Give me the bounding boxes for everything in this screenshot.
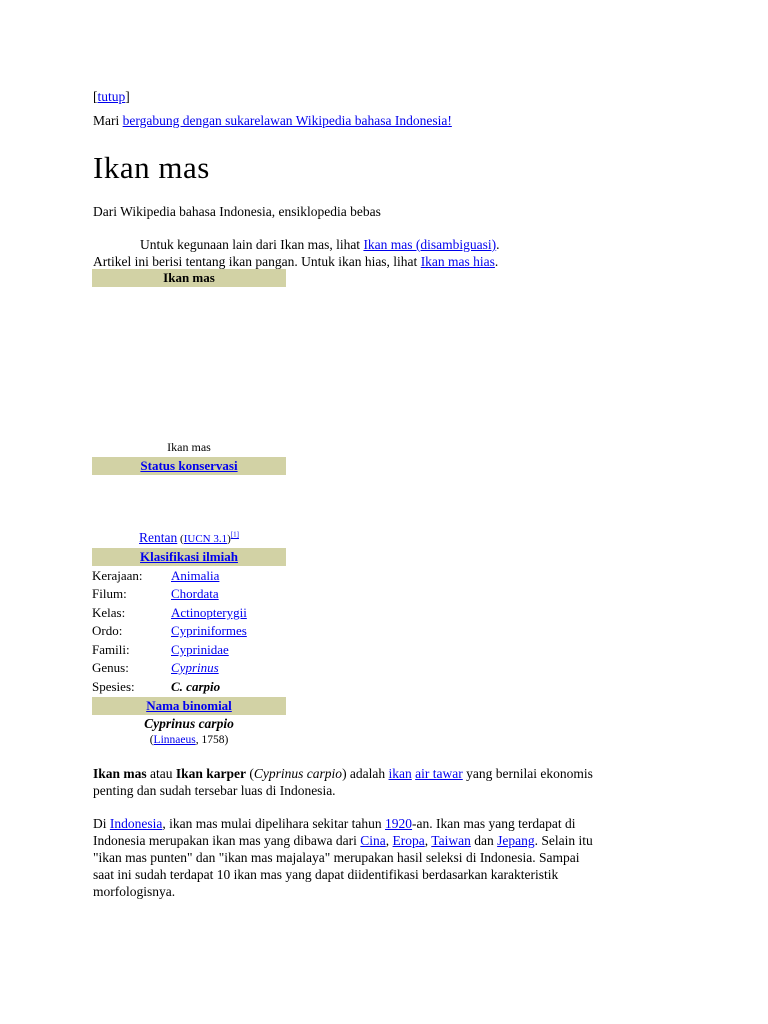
history-line-3: "ikan mas punten" dan "ikan mas majalaya" merupakan hasil seleksi di Indonesia. Sampai [93, 850, 580, 865]
text-fragment: Di [93, 816, 110, 831]
page-title: Ikan mas [93, 150, 210, 185]
authority-rest: , 1758) [195, 734, 229, 746]
text-fragment: . Selain itu [534, 833, 593, 848]
text-fragment: ) adalah [342, 766, 389, 781]
scientific-name: Cyprinus carpio [253, 766, 343, 781]
taxonomy-row-genus [92, 659, 286, 677]
fish-link[interactable]: ikan [388, 766, 412, 781]
hatnote-ornamental [93, 253, 498, 270]
site-notice-close [93, 88, 130, 105]
disambiguation-link[interactable]: Ikan mas (disambiguasi) [363, 237, 497, 252]
page-tagline: Dari Wikipedia bahasa Indonesia, ensiklopedia bebas [93, 204, 381, 219]
indonesia-link[interactable]: Indonesia [109, 816, 163, 831]
ornamental-fish-link[interactable]: Ikan mas hias [420, 254, 495, 269]
binomial-name: Cyprinus carpio [144, 716, 234, 731]
site-notice-invite [93, 112, 452, 129]
scientific-classification-header [92, 548, 286, 566]
join-volunteers-link[interactable]: bergabung dengan sukarelawan Wikipedia bahasa Indonesia! [122, 113, 452, 128]
year-1920-link[interactable]: 1920 [385, 816, 413, 831]
taxonomy-value-species: C. carpio [171, 679, 221, 694]
conservation-status-link[interactable]: Status konservasi [140, 458, 238, 473]
close-bracket-close: ] [125, 89, 130, 104]
taxonomy-value-link[interactable]: Chordata [171, 586, 219, 601]
close-bracket-open: [ [93, 89, 98, 104]
text-fragment: ( [246, 766, 254, 781]
taxonomy-row-family [92, 641, 286, 659]
authority-open: ( [149, 734, 154, 746]
taxonomy-value-link[interactable]: Cyprinus [171, 660, 219, 675]
intro-paragraph [93, 765, 683, 799]
intro-line-1 [93, 765, 683, 782]
hatnote1-prefix: Untuk kegunaan lain dari Ikan mas, lihat [140, 237, 364, 252]
hatnote2-suffix: . [494, 254, 499, 269]
taxonomy-label: Spesies: [92, 679, 135, 694]
japan-link[interactable]: Jepang [497, 833, 535, 848]
history-line-4: saat ini sudah terdapat 10 ikan mas yang dapat diidentifikasi berdasarkan karakteristik [93, 867, 559, 882]
taxonomy-label: Filum: [92, 586, 127, 601]
scientific-classification-link[interactable]: Klasifikasi ilmiah [140, 549, 238, 564]
taxonomy-row-kingdom [92, 567, 286, 585]
binomial-name-link[interactable]: Nama binomial [146, 698, 232, 713]
history-line-1 [93, 815, 683, 832]
vulnerable-link[interactable]: Rentan [139, 530, 178, 545]
term-ikan-karper: Ikan karper [175, 766, 247, 781]
iucn-link[interactable]: IUCN 3.1 [183, 533, 228, 545]
taxonomy-row-species [92, 678, 286, 696]
taxonomy-value-link[interactable]: Actinopterygii [171, 605, 247, 620]
freshwater-link[interactable]: air tawar [415, 766, 463, 781]
taxonomy-row-phylum [92, 585, 286, 603]
taxonomy-value-link[interactable]: Animalia [171, 568, 220, 583]
taxonomy-label: Kelas: [92, 605, 126, 620]
status-paren-open: ( [177, 533, 184, 545]
taxonomy-value-link[interactable]: Cypriniformes [171, 623, 247, 638]
hatnote1-suffix: . [496, 237, 500, 252]
text-fragment: -an. Ikan mas yang terdapat di [412, 816, 576, 831]
text-fragment: yang bernilai ekonomis [462, 766, 593, 781]
china-link[interactable]: Cina [360, 833, 386, 848]
text-fragment: Indonesia merupakan ikan mas yang dibawa dari [93, 833, 361, 848]
infobox-header: Ikan mas [92, 269, 286, 287]
history-paragraph [93, 815, 683, 900]
taxonomy-label: Ordo: [92, 623, 123, 638]
binomial-authority [92, 732, 286, 748]
linnaeus-link[interactable]: Linnaeus [153, 734, 196, 746]
hatnote2-prefix: Artikel ini berisi tentang ikan pangan. Untuk ikan hias, lihat [93, 254, 421, 269]
taxonomy-row-order [92, 622, 286, 640]
taxonomy-label: Famili: [92, 642, 130, 657]
text-fragment: , [385, 833, 393, 848]
intro-line-2: penting dan sudah tersebar luas di Indonesia. [93, 783, 336, 798]
invite-prefix: Mari [93, 113, 123, 128]
text-fragment: , [424, 833, 432, 848]
hatnote-disambiguation [140, 236, 500, 253]
conservation-status-header [92, 457, 286, 475]
taiwan-link[interactable]: Taiwan [431, 833, 471, 848]
binomial-name-header [92, 697, 286, 715]
close-notice-link[interactable]: tutup [97, 89, 126, 104]
text-fragment: dan [470, 833, 498, 848]
term-ikan-mas: Ikan mas [93, 766, 147, 781]
conservation-status-value [92, 530, 286, 547]
text-fragment: , ikan mas mulai dipelihara sekitar tahun [162, 816, 386, 831]
taxonomy-label: Kerajaan: [92, 568, 143, 583]
europe-link[interactable]: Eropa [392, 833, 425, 848]
taxonomy-label: Genus: [92, 660, 129, 675]
history-line-2 [93, 832, 683, 849]
taxonomy-value-link[interactable]: Cyprinidae [171, 642, 229, 657]
history-line-5: morfologisnya. [93, 884, 176, 899]
infobox-image-caption: Ikan mas [167, 440, 211, 454]
reference-1-link[interactable]: [1] [230, 530, 239, 539]
status-paren-close: ) [227, 533, 231, 545]
text-fragment: atau [146, 766, 176, 781]
taxonomy-row-class [92, 604, 286, 622]
